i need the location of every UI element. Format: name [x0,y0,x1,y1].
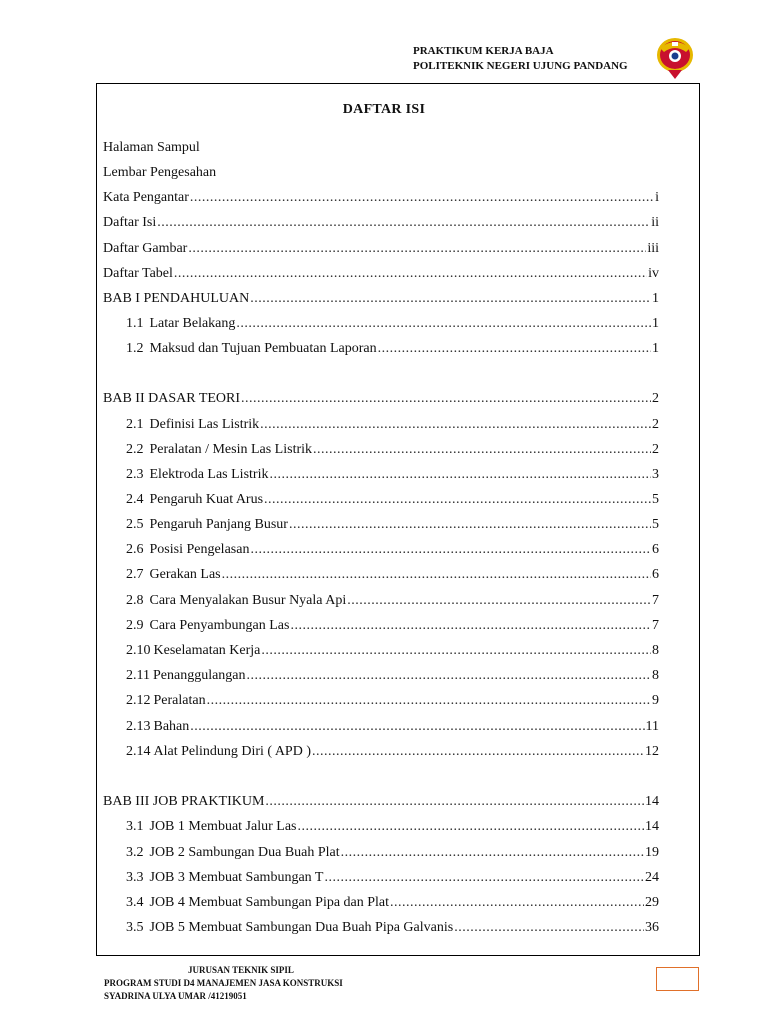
leader-dots [247,667,651,685]
toc-entry-number: 3.2 [126,845,144,860]
toc-entry-number: 1.2 [126,341,144,356]
leader-dots [312,743,644,761]
toc-entry[interactable] [103,793,659,811]
toc-entry[interactable] [126,617,659,635]
toc-entry[interactable] [103,214,659,232]
toc-entry-page: 5 [652,517,659,532]
toc-entry-label: Daftar Gambar [103,241,188,256]
toc-entry[interactable] [126,818,659,836]
toc-entry-label: Bahan [153,719,190,734]
toc-entry-page: 14 [645,819,659,834]
toc-entry[interactable] [103,164,659,182]
toc-entry-label: JOB 2 Sambungan Dua Buah Plat [149,845,340,860]
toc-entry-page: 36 [645,920,659,935]
toc-entry-label: Posisi Pengelasan [149,542,250,557]
document-footer [104,964,524,1003]
toc-entry[interactable] [103,265,659,283]
toc-entry-page: iii [647,241,659,256]
toc-entry-label: JOB 3 Membuat Sambungan T [149,870,324,885]
toc-entry-label: Keselamatan Kerja [153,643,261,658]
leader-dots [324,869,644,887]
toc-entry[interactable] [126,844,659,862]
toc-entry-number: 2.5 [126,517,144,532]
toc-entry-page: 2 [652,417,659,432]
toc-entry-number: 3.5 [126,920,144,935]
toc-entry-label: Pengaruh Kuat Arus [149,492,264,507]
toc-entry[interactable] [126,592,659,610]
toc-entry[interactable] [126,541,659,559]
leader-dots [250,541,651,559]
toc-entry-page: 1 [652,291,659,306]
toc-entry-label: Elektroda Las Listrik [149,467,269,482]
leader-dots [347,592,651,610]
toc-entry-page: 8 [652,643,659,658]
toc-entry[interactable] [126,441,659,459]
toc-entry-number: 1.1 [126,316,144,331]
page-number-box [656,967,699,991]
toc-entry-label: JOB 4 Membuat Sambungan Pipa dan Plat [149,895,390,910]
leader-dots [297,818,644,836]
toc-entry-number: 2.13 [126,719,151,734]
toc-entry-page: ii [651,215,659,230]
toc-entry-label: Halaman Sampul [103,140,200,155]
toc-entry-number: 2.2 [126,442,144,457]
toc-entry[interactable] [103,290,659,308]
leader-dots [260,416,651,434]
leader-dots [174,265,647,283]
toc-entry-page: 1 [652,316,659,331]
toc-entry-page: 19 [645,845,659,860]
toc-entry[interactable] [126,718,659,736]
toc-entry-page: 7 [652,618,659,633]
toc-entry-number: 2.8 [126,593,144,608]
toc-entry-number: 2.4 [126,492,144,507]
toc-entry-number: 2.14 [126,744,151,759]
toc-entry-label: Peralatan [153,693,206,708]
leader-dots [289,516,651,534]
toc-entry-label: Daftar Isi [103,215,157,230]
toc-entry-page: iv [648,266,659,281]
leader-dots [222,566,651,584]
toc-entry-label: Lembar Pengesahan [103,165,217,180]
leader-dots [188,240,646,258]
toc-entry-label: BAB III JOB PRAKTIKUM [103,794,265,809]
toc-entry-number: 3.4 [126,895,144,910]
toc-entry-page: 2 [652,442,659,457]
leader-dots [378,340,651,358]
toc-entry[interactable] [126,869,659,887]
leader-dots [269,466,651,484]
toc-entry[interactable] [126,566,659,584]
leader-dots [261,642,651,660]
toc-entry-number: 2.10 [126,643,151,658]
toc-entry-number: 3.1 [126,819,144,834]
toc-entry-label: BAB II DASAR TEORI [103,391,241,406]
toc-entry-label: JOB 1 Membuat Jalur Las [149,819,297,834]
toc-entry-page: 11 [645,719,659,734]
toc-entry-label: Penanggulangan [152,668,246,683]
toc-entry-page: 6 [652,567,659,582]
leader-dots [236,315,651,333]
leader-dots [264,491,651,509]
toc-entry-number: 2.11 [126,668,150,683]
toc-entry-label: Alat Pelindung Diri ( APD ) [153,744,311,759]
toc-entry-page: 1 [652,341,659,356]
footer-author: SYADRINA ULYA UMAR /41219051 [104,991,247,1001]
toc-entry-number: 2.12 [126,693,151,708]
footer-program: PROGRAM STUDI D4 MANAJEMEN JASA KONSTRUKSI [104,978,343,988]
header-institution: POLITEKNIK NEGERI UJUNG PANDANG [413,60,628,72]
leader-dots [241,390,651,408]
toc-entry-page: 8 [652,668,659,683]
toc-entry[interactable] [126,919,659,937]
toc-entry-label: Gerakan Las [149,567,221,582]
toc-entry[interactable] [103,139,659,157]
toc-entry[interactable] [126,642,659,660]
leader-dots [265,793,644,811]
toc-entry-label: Cara Menyalakan Busur Nyala Api [149,593,347,608]
toc-entry-page: i [655,190,659,205]
leader-dots [250,290,651,308]
toc-entry[interactable] [126,667,659,685]
toc-entry[interactable] [103,240,659,258]
toc-entry-label: JOB 5 Membuat Sambungan Dua Buah Pipa Galvanis [149,920,454,935]
toc-entry-page: 12 [645,744,659,759]
toc-entry-label: Kata Pengantar [103,190,189,205]
toc-entry-label: Latar Belakang [149,316,236,331]
toc-entry-number: 2.9 [126,618,144,633]
leader-dots [157,214,650,232]
toc-entry[interactable] [126,315,659,333]
toc-entry-page: 3 [652,467,659,482]
toc-entry-label: BAB I PENDAHULUAN [103,291,250,306]
toc-entry-number: 3.3 [126,870,144,885]
toc-entry-page: 2 [652,391,659,406]
toc-entry-label: Maksud dan Tujuan Pembuatan Laporan [149,341,377,356]
toc-entry[interactable] [126,894,659,912]
toc-entry-page: 5 [652,492,659,507]
toc-entry-label: Daftar Tabel [103,266,173,281]
leader-dots [313,441,651,459]
toc-entry-page: 9 [652,693,659,708]
toc-entry[interactable] [126,516,659,534]
toc-entry-label: Peralatan / Mesin Las Listrik [149,442,313,457]
toc-entry-number: 2.7 [126,567,144,582]
toc-entry-page: 6 [652,542,659,557]
toc-entry-page: 29 [645,895,659,910]
toc-entry-number: 2.6 [126,542,144,557]
leader-dots [341,844,644,862]
toc-entry[interactable] [103,390,659,408]
toc-entry-page: 24 [645,870,659,885]
toc-entry[interactable] [126,743,659,761]
toc-entry-page: 7 [652,593,659,608]
toc-entry[interactable] [103,189,659,207]
leader-dots [190,189,654,207]
leader-dots [190,718,644,736]
leader-dots [454,919,644,937]
leader-dots [290,617,651,635]
toc-entry[interactable] [126,491,659,509]
toc-entry-label: Pengaruh Panjang Busur [149,517,288,532]
toc-entry[interactable] [126,466,659,484]
footer-department: JURUSAN TEKNIK SIPIL [188,965,294,975]
toc-entry[interactable] [126,340,659,358]
toc-entry[interactable] [126,416,659,434]
toc-entry-page: 14 [645,794,659,809]
toc-entry[interactable] [126,692,659,710]
header-course: PRAKTIKUM KERJA BAJA [413,45,554,57]
leader-dots [390,894,644,912]
toc-entry-label: Cara Penyambungan Las [149,618,290,633]
toc-entry-label: Definisi Las Listrik [149,417,260,432]
toc-title: DAFTAR ISI [342,102,426,117]
toc-entry-number: 2.1 [126,417,144,432]
leader-dots [207,692,651,710]
toc-entry-number: 2.3 [126,467,144,482]
